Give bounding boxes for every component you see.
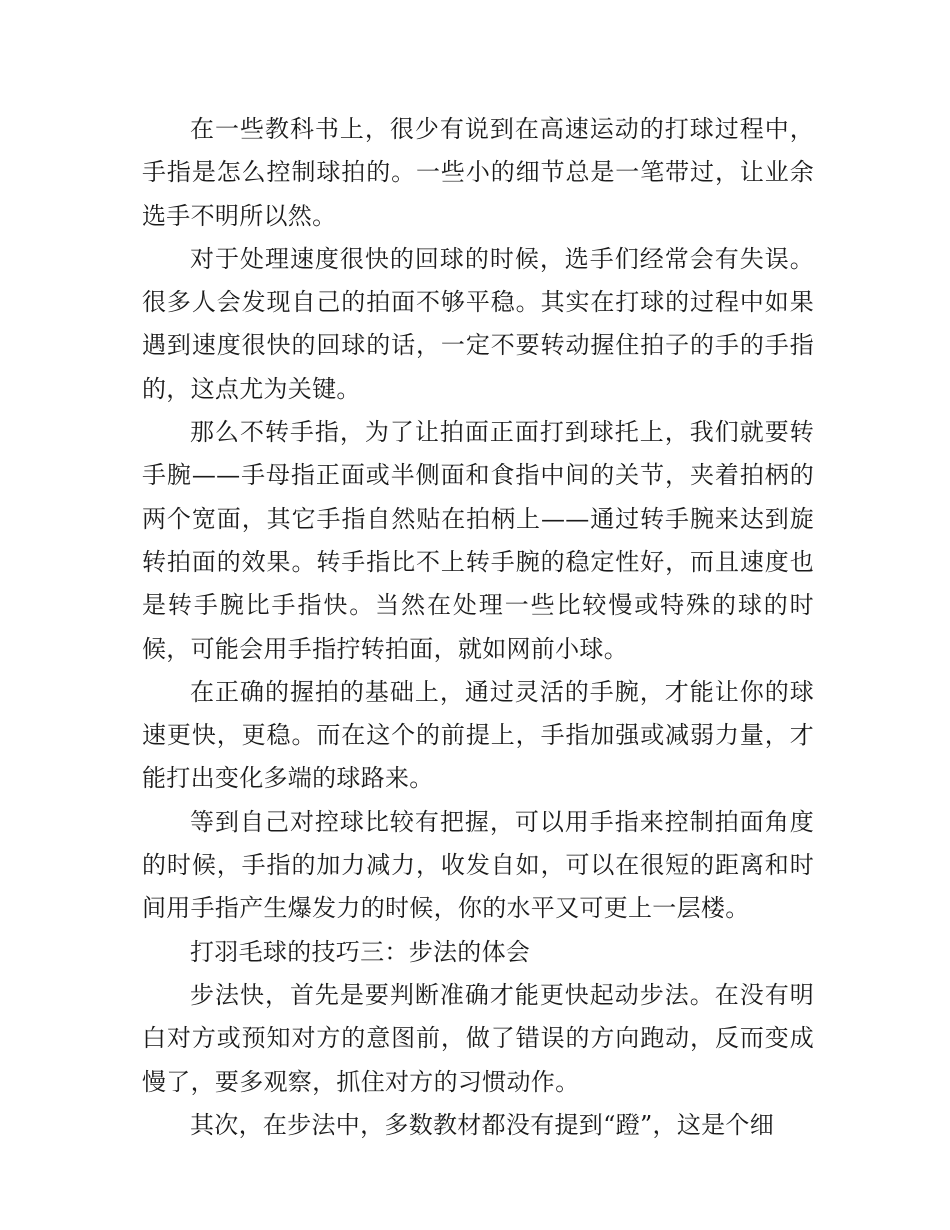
section-heading-footwork: 打羽毛球的技巧三：步法的体会 bbox=[190, 937, 531, 966]
paragraph-footwork-speed: 步法快，首先是要判断准确才能更快起动步法。在没有明白对方或预知对方的意图前，做了错误的方向跑动，反而变成慢了，要多观察，抓住对方的习惯动作。 bbox=[142, 980, 814, 1096]
paragraph-ball-control: 等到自己对控球比较有把握，可以用手指来控制拍面角度的时候，手指的加力减力，收发自如，可以在很短的距离和时间用手指产生爆发力的时候，你的水平又可更上一层楼。 bbox=[142, 807, 814, 923]
paragraph-wrist-rotation: 那么不转手指，为了让拍面正面打到球托上，我们就要转手腕——手母指正面或半侧面和食指中间的关节，夹着拍柄的两个宽面，其它手指自然贴在拍柄上——通过转手腕来达到旋转拍面的效果。转手指比不上转手腕的稳定性好，而且速度也是转手腕比手指快。当然在处理一些比较慢或特殊的球的时候，可能会用手指拧转拍面，就如网前小球。 bbox=[142, 418, 814, 663]
paragraph-push-off: 其次，在步法中，多数教材都没有提到“蹬”，这是个细 bbox=[190, 1110, 775, 1139]
paragraph-fast-return: 对于处理速度很快的回球的时候，选手们经常会有失误。很多人会发现自己的拍面不够平稳。其实在打球的过程中如果遇到速度很快的回球的话，一定不要转动握住拍子的手的手指的，这点尤为关键。 bbox=[142, 244, 814, 403]
paragraph-finger-control: 在一些教科书上，很少有说到在高速运动的打球过程中，手指是怎么控制球拍的。一些小的细节总是一笔带过，让业余选手不明所以然。 bbox=[142, 115, 814, 230]
paragraph-correct-grip: 在正确的握拍的基础上，通过灵活的手腕，才能让你的球速更快，更稳。而在这个的前提上，手指加强或减弱力量，才能打出变化多端的球路来。 bbox=[142, 677, 814, 793]
document-body bbox=[142, 108, 814, 1147]
